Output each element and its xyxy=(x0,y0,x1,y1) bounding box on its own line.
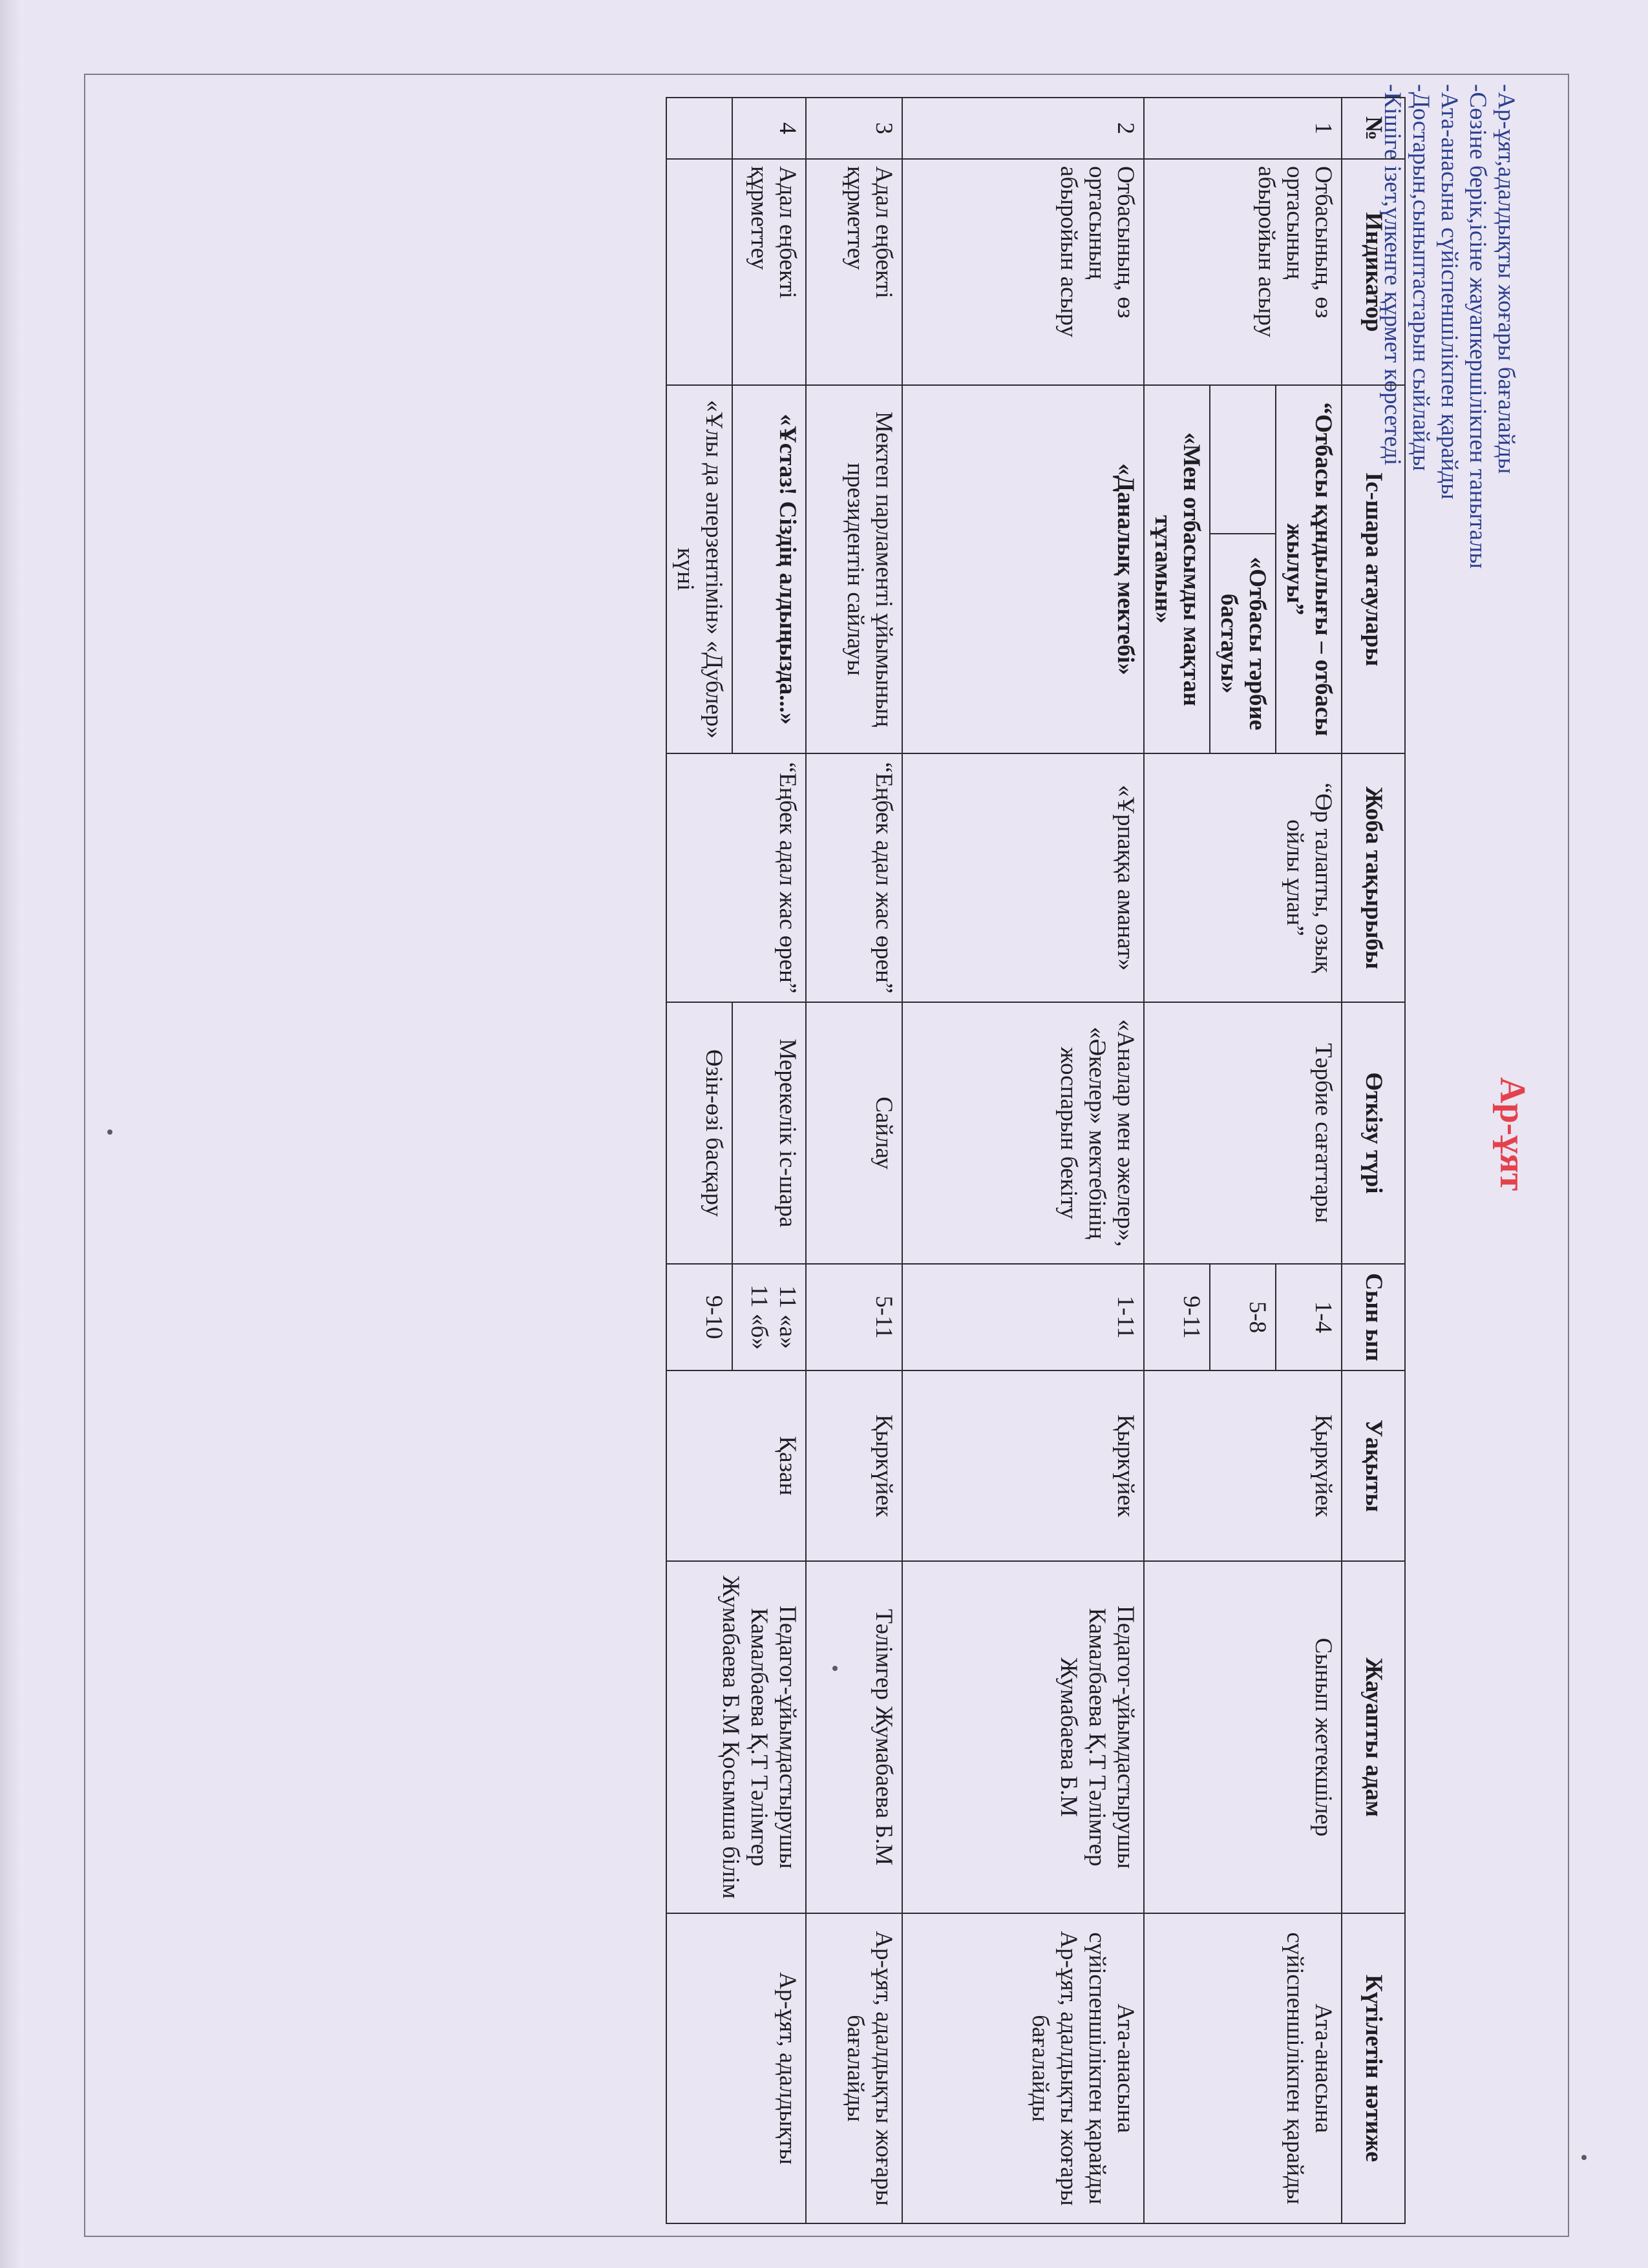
value-item: -Сөзіне берік,ісіне жауапкершілікпен таныталы xyxy=(1464,84,1491,569)
row-responsible: Сынып жетекшілер xyxy=(1144,1561,1342,1913)
header-responsible: Жауапты адам xyxy=(1342,1561,1405,1913)
row-grade: 5-8 xyxy=(1210,1264,1276,1370)
value-item: -Ар-ұят,адалдықты жоғары бағалайды xyxy=(1493,84,1519,474)
header-format: Өткізу түрі xyxy=(1342,1002,1405,1264)
row-event: Мектеп парламенті ұйымының президентін сайлауы xyxy=(806,385,902,753)
scan-speck xyxy=(1581,2155,1587,2160)
row-project: “Өр талапты, озық ойлы ұлан” xyxy=(1144,753,1342,1002)
row-grade: 9-10 xyxy=(666,1264,732,1370)
row-num: 4 xyxy=(732,98,806,159)
row-num: 1 xyxy=(1144,98,1342,159)
row-event: «Ұстаз! Сіздің алдыңызда...» xyxy=(732,385,806,753)
row-event: «Даналық мектебі» xyxy=(902,385,1144,753)
row-format: Тәрбие сағаттары xyxy=(1144,1002,1342,1264)
row-time: Қыркүйек xyxy=(902,1370,1144,1561)
row-responsible: Тәлімгер Жумабаева Б.М xyxy=(806,1561,902,1913)
row-indicator: Отбасының, өз ортасының абыройын асыру xyxy=(902,159,1144,385)
row-event: «Мен отбасымды мақтан тұтамын» xyxy=(1144,385,1210,753)
row-result: Ар-ұят, адалдықты xyxy=(666,1913,806,2223)
row-responsible: Педагог-ұйымдастырушы Камалбаева Қ.Т Тәлімгер Жумабаева Б.М Қосымша білім xyxy=(666,1561,806,1913)
row-result: Ар-ұят, адалдықты жоғары бағалайды xyxy=(806,1913,902,2223)
row-grade: 1-4 xyxy=(1276,1264,1342,1370)
scan-speck xyxy=(832,1666,838,1671)
row-grade: 9-11 xyxy=(1144,1264,1210,1370)
value-item: -Достарын,сыныптастарын сыйлайды xyxy=(1408,84,1434,471)
row-grade: 5-11 xyxy=(806,1264,902,1370)
row-project: “Еңбек адал жас өрен” xyxy=(666,753,806,1002)
header-events: Іс-шара атаулары xyxy=(1342,385,1405,753)
table-row xyxy=(902,98,1144,2223)
table-row xyxy=(1276,98,1342,2223)
table-row xyxy=(732,98,806,2223)
row-event: «Отбасы тәрбие бастауы» xyxy=(1210,534,1276,753)
row-format: «Аналар мен әжелер», «Әкелер» мектебінің жоспарын бекіту xyxy=(902,1002,1144,1264)
row-result: Ата-анасына сүйіспеншілікпен қарайды Ар-ұят, адалдықты жоғары бағалайды xyxy=(902,1913,1144,2223)
header-result: Күтілетін нәтиже xyxy=(1342,1913,1405,2223)
row-grade: 11 «а» 11 «б» xyxy=(732,1264,806,1370)
row-time: Қазан xyxy=(666,1370,806,1561)
row-indicator: Адал еңбекті құрметтеу xyxy=(806,159,902,385)
value-item: -Кішіге ізет,үлкенге құрмет көрсетеді xyxy=(1379,84,1406,466)
header-grade: Сын ып xyxy=(1342,1264,1405,1370)
row-format: Мерекелік іс-шара xyxy=(732,1002,806,1264)
row-grade: 1-11 xyxy=(902,1264,1144,1370)
scan-speck xyxy=(107,1129,112,1135)
table-header-row xyxy=(1342,98,1405,2223)
row-format: Сайлау xyxy=(806,1002,902,1264)
row-indicator: Отбасының, өз ортасының абыройын асыру xyxy=(1144,159,1342,385)
row-num: 3 xyxy=(806,98,902,159)
table-row xyxy=(806,98,902,2223)
row-num: 2 xyxy=(902,98,1144,159)
header-num: № xyxy=(1342,98,1405,159)
header-project: Жоба тақырыбы xyxy=(1342,753,1405,1002)
row-time: Қыркүйек xyxy=(806,1370,902,1561)
document-title: Ар-ұят xyxy=(1492,1076,1532,1192)
row-indicator: Адал еңбекті құрметтеу xyxy=(732,159,806,385)
header-time: Уақыты xyxy=(1342,1370,1405,1561)
row-responsible: Педагог-ұйымдастырушы Камалбаева Қ.Т Тәлімгер Жумабаева Б.М xyxy=(902,1561,1144,1913)
row-project: «Ұрпаққа аманат» xyxy=(902,753,1144,1002)
row-result: Ата-анасына сүйіспеншілікпен қарайды xyxy=(1144,1913,1342,2223)
header-indicator: Индикатор xyxy=(1342,159,1405,385)
value-item: -Ата-анасына сүйіспеншілікпен қарайды xyxy=(1436,84,1463,499)
row-project: “Еңбек адал жас өрен” xyxy=(806,753,902,1002)
plan-table xyxy=(666,97,1406,2224)
row-event: «Ұлы да әперзентімін» «Дублер» күні xyxy=(666,385,732,753)
row-event: “Отбасы құндылығы – отбасы жылуы” xyxy=(1276,385,1342,753)
row-format: Өзін-өзі басқару xyxy=(666,1002,732,1264)
row-time: Қыркүйек xyxy=(1144,1370,1342,1561)
